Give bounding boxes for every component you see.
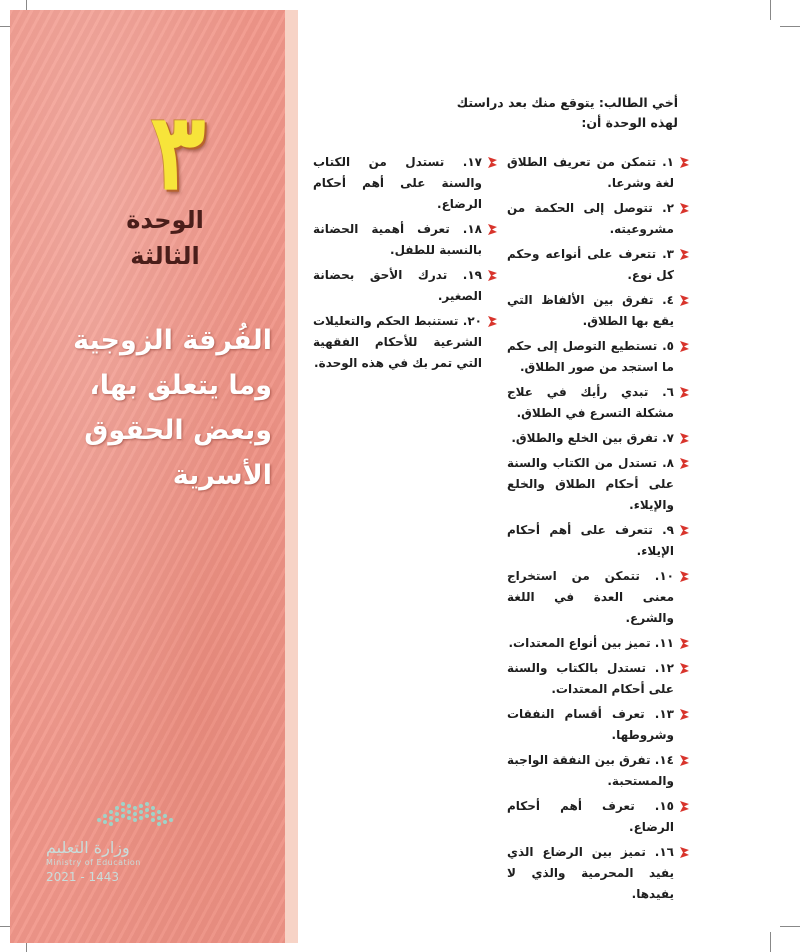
objective-item — [313, 152, 498, 215]
objective-item — [507, 842, 690, 905]
objective-item — [507, 244, 690, 286]
bullet-diamond-icon — [679, 386, 690, 399]
objective-item — [507, 198, 690, 240]
bullet-diamond-icon — [679, 637, 690, 650]
objective-item — [313, 265, 498, 307]
crop-mark — [770, 0, 771, 20]
objective-item — [507, 520, 690, 562]
objective-text: ١٩. تدرك الأحق بحضانة الصغير. — [313, 268, 482, 303]
ministry-logo — [46, 798, 226, 898]
bullet-diamond-icon — [679, 754, 690, 767]
objective-item — [313, 311, 498, 374]
objective-item — [313, 219, 498, 261]
ministry-name-arabic: وزارة التعليم — [46, 838, 130, 857]
objective-item — [507, 382, 690, 424]
objective-item — [507, 428, 690, 449]
objective-text: ١٨. تعرف أهمية الحضانة بالنسبة للطفل. — [313, 222, 482, 257]
objective-item — [507, 796, 690, 838]
objective-text: ١٦. تميز بين الرضاع الذي يفيد المحرمية والذي لا يفيدها. — [507, 845, 674, 901]
objectives-list-right — [507, 152, 690, 909]
objective-text: ١١. تميز بين أنواع المعتدات. — [508, 636, 674, 650]
objective-item — [507, 750, 690, 792]
ministry-name-english: Ministry of Education — [46, 858, 141, 867]
bullet-diamond-icon — [679, 248, 690, 261]
bullet-diamond-icon — [679, 294, 690, 307]
objective-text: ٩. تتعرف على أهم أحكام الإيلاء. — [507, 523, 674, 558]
objective-item — [507, 336, 690, 378]
ministry-logo-dots-icon — [91, 798, 181, 830]
objective-item — [507, 290, 690, 332]
objective-text: ٧. تفرق بين الخلع والطلاق. — [511, 431, 674, 445]
objective-item — [507, 658, 690, 700]
objective-text: ١٢. تستدل بالكتاب والسنة على أحكام المعتدات. — [507, 661, 674, 696]
objective-text: ٨. تستدل من الكتاب والسنة على أحكام الطلاق والخلع والإيلاء. — [507, 456, 674, 512]
bullet-diamond-icon — [679, 570, 690, 583]
objective-item — [507, 453, 690, 516]
bullet-diamond-icon — [679, 202, 690, 215]
bullet-diamond-icon — [679, 340, 690, 353]
bullet-diamond-icon — [679, 156, 690, 169]
objective-text: ١٧. تستدل من الكتاب والسنة على أهم أحكام الرضاع. — [313, 155, 482, 211]
objectives-list-left — [313, 152, 498, 378]
unit-ordinal: الثالثة — [130, 242, 200, 270]
bullet-diamond-icon — [679, 457, 690, 470]
bullet-diamond-icon — [679, 846, 690, 859]
objective-text: ٢٠. تستنبط الحكم والتعليلات الشرعية للأحكام الفقهية التي تمر بك في هذه الوحدة. — [313, 314, 482, 370]
bullet-diamond-icon — [487, 223, 498, 236]
objective-text: ٦. تبدي رأيك في علاج مشكلة التسرع في الطلاق. — [507, 385, 674, 420]
objective-text: ١٥. تعرف أهم أحكام الرضاع. — [507, 799, 674, 834]
objective-text: ١٣. تعرف أقسام النفقات وشروطها. — [507, 707, 674, 742]
unit-title-line: الفُرقة الزوجية — [73, 325, 272, 356]
unit-number: ٣ — [150, 90, 206, 213]
unit-title-line: الأسرية — [172, 460, 272, 491]
objective-text: ٣. تتعرف على أنواعه وحكم كل نوع. — [507, 247, 674, 282]
bullet-diamond-icon — [487, 269, 498, 282]
objective-text: ٤. تفرق بين الألفاظ التي يقع بها الطلاق. — [507, 293, 674, 328]
objective-text: ١٤. تفرق بين النفقة الواجبة والمستحبة. — [507, 753, 674, 788]
bullet-diamond-icon — [679, 524, 690, 537]
panel-edge-strip — [285, 10, 298, 943]
bullet-diamond-icon — [487, 315, 498, 328]
objective-text: ١٠. تتمكن من استخراج معنى العدة في اللغة والشرع. — [507, 569, 674, 625]
objective-text: ٥. تستطيع التوصل إلى حكم ما استجد من صور الطلاق. — [507, 339, 674, 374]
bullet-diamond-icon — [679, 708, 690, 721]
objective-item — [507, 152, 690, 194]
crop-mark — [770, 932, 771, 952]
bullet-diamond-icon — [679, 800, 690, 813]
intro-line: أخي الطالب: يتوقع منك بعد دراستك — [456, 95, 678, 110]
crop-mark — [780, 26, 800, 27]
bullet-diamond-icon — [679, 432, 690, 445]
bullet-diamond-icon — [679, 662, 690, 675]
crop-mark — [780, 926, 800, 927]
edition-year: 2021 - 1443 — [46, 870, 120, 884]
unit-title — [40, 318, 272, 498]
unit-title-line: وما يتعلق بها، — [89, 370, 272, 401]
unit-label: الوحدة — [126, 206, 204, 234]
intro-text — [378, 93, 678, 133]
objective-text: ١. تتمكن من تعريف الطلاق لغة وشرعا. — [507, 155, 674, 190]
objective-item — [507, 566, 690, 629]
objective-item — [507, 633, 690, 654]
unit-title-line: وبعض الحقوق — [84, 415, 272, 446]
objective-item — [507, 704, 690, 746]
intro-line: لهذه الوحدة أن: — [581, 115, 678, 130]
objective-text: ٢. تتوصل إلى الحكمة من مشروعيته. — [507, 201, 674, 236]
bullet-diamond-icon — [487, 156, 498, 169]
